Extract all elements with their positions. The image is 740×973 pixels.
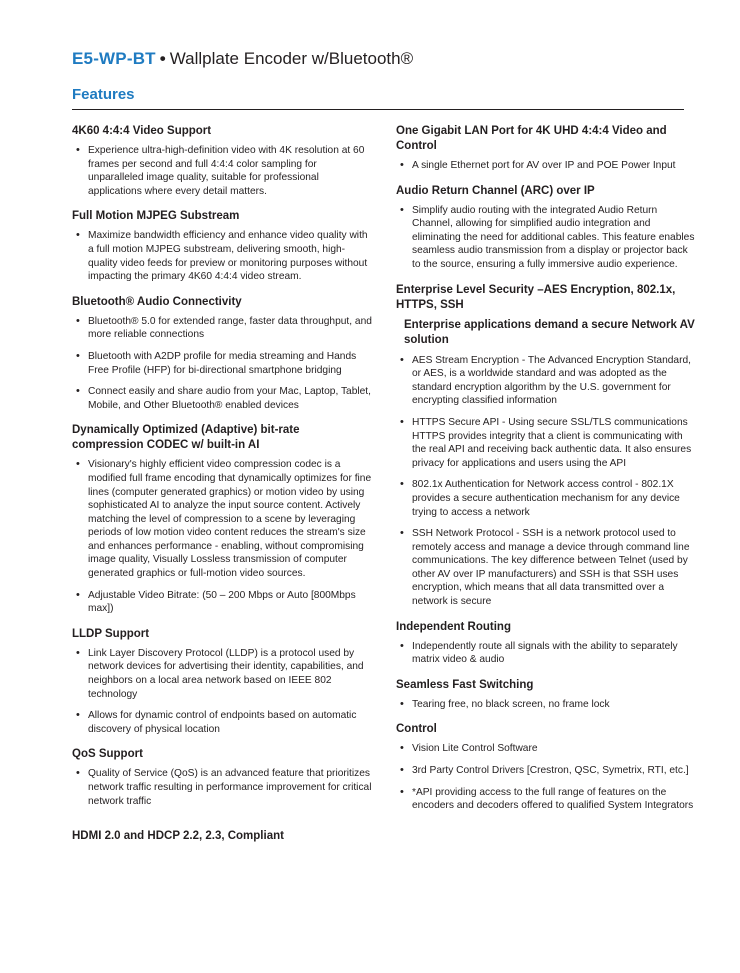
bullet-list xyxy=(72,458,372,616)
list-item: • Adjustable Video Bitrate: (50 – 200 Mbps or Auto [800Mbps max]) xyxy=(72,589,372,616)
block-heading: Seamless Fast Switching xyxy=(396,678,534,691)
bullet-list xyxy=(396,640,696,667)
spacer xyxy=(72,819,372,829)
block-heading: One Gigabit LAN Port for 4K UHD 4:4:4 Video and Control xyxy=(396,125,667,152)
list-item: • A single Ethernet port for AV over IP and POE Power Input xyxy=(396,159,696,173)
list-item: • AES Stream Encryption - The Advanced Encryption Standard, or AES, is a worldwide standard and was adopted as the standard encryption algorithm by the U.S. government for encrypting classified information xyxy=(396,354,696,408)
list-item: • Bluetooth® 5.0 for extended range, faster data throughput, and more reliable connections xyxy=(72,315,372,342)
product-subtitle: Wallplate Encoder w/Bluetooth® xyxy=(169,49,414,68)
list-item: • Bluetooth with A2DP profile for media streaming and Hands Free Profile (HFP) for bi-directional smartphone bridging xyxy=(72,350,372,377)
block-heading: Bluetooth® Audio Connectivity xyxy=(72,295,242,308)
block-heading: HDMI 2.0 and HDCP 2.2, 2.3, Compliant xyxy=(72,830,284,843)
block-heading: LLDP Support xyxy=(72,627,150,640)
feature-block-qos xyxy=(72,747,372,808)
list-item: • Vision Lite Control Software xyxy=(396,742,696,756)
bullet-list xyxy=(72,315,372,413)
feature-block-mjpeg xyxy=(72,209,372,283)
list-item: • *API providing access to the full range of features on the encoders and decoders offered to qualified System Integrators xyxy=(396,786,696,813)
list-item: • SSH Network Protocol - SSH is a network protocol used to remotely access and manage a device through command line communications. The key difference between Telnet (used by other AV over IP manufacturers) and SSH is that SSH uses encryption, which means that all data transmitted over a network is secure xyxy=(396,527,696,609)
block-heading: Enterprise Level Security –AES Encryption, 802.1x, HTTPS, SSH xyxy=(396,283,676,311)
section-heading: Features xyxy=(72,86,135,103)
feature-block-lldp xyxy=(72,627,372,737)
list-item: • Allows for dynamic control of endpoints based on automatic discovery of physical location xyxy=(72,709,372,736)
block-heading: Independent Routing xyxy=(396,620,511,633)
product-model: E5-WP-BT xyxy=(72,49,156,68)
list-item: • Quality of Service (QoS) is an advanced feature that prioritizes network traffic resulting in performance improvement for critical network traffic xyxy=(72,767,372,808)
feature-block-codec xyxy=(72,423,372,616)
list-item: • Tearing free, no black screen, no frame lock xyxy=(396,698,696,712)
block-heading: 4K60 4:4:4 Video Support xyxy=(72,125,212,137)
feature-block-fast-switching xyxy=(396,678,696,712)
block-heading: Audio Return Channel (ARC) over IP xyxy=(396,184,595,197)
header-divider xyxy=(72,109,684,110)
list-item: • Visionary's highly efficient video compression codec is a modified full frame encoding that dynamically optimizes for fine lines (computer generated graphics) or motion video by using sophisticated AI to analyze the input source content. Actively matching the level of compression to a scene by leveraging periods of low motion video content reduces the stream's size and enhances performance - enabling, without compromising image quality, Visually Lossless transmission of computer generated graphics or full-motion video sources. xyxy=(72,458,372,580)
document-title xyxy=(72,48,684,70)
feature-block-control xyxy=(396,722,696,812)
list-item: • Connect easily and share audio from your Mac, Laptop, Tablet, Mobile, and Other Bluetooth® enabled devices xyxy=(72,385,372,412)
bullet-list xyxy=(72,767,372,808)
feature-block-hdmi xyxy=(72,829,372,844)
bullet-list xyxy=(72,229,372,283)
block-heading: QoS Support xyxy=(72,748,143,761)
feature-block-security xyxy=(396,283,696,609)
feature-block-independent-routing xyxy=(396,620,696,667)
list-item: • Independently route all signals with the ability to separately matrix video & audio xyxy=(396,640,696,667)
list-item: • HTTPS Secure API - Using secure SSL/TLS communications HTTPS provides integrity that a client is communicating with the real API and receiving back authentic data. It also ensures privacy for applications and users using the API xyxy=(396,416,696,470)
feature-block-video-support xyxy=(72,124,372,198)
bullet-list xyxy=(396,698,696,712)
list-item: • Link Layer Discovery Protocol (LLDP) is a protocol used by network devices for advertising their identity, capabilities, and neighbors on a local area network based on IEEE 802 technology xyxy=(72,647,372,701)
list-item: • 802.1x Authentication for Network access control - 802.1X provides a secure authentication mechanism for any device trying to access a network xyxy=(396,478,696,519)
bullet-list xyxy=(396,204,696,272)
block-heading: Control xyxy=(396,723,437,736)
feature-block-arc xyxy=(396,184,696,272)
right-column xyxy=(396,124,696,855)
list-item: • Simplify audio routing with the integrated Audio Return Channel, allowing for simplified audio integration and eliminating the need for additional cables. This feature enables seamless audio transmission from a display or projector back to the source, ensuring a fully immersive audio experience. xyxy=(396,204,696,272)
feature-block-bluetooth xyxy=(72,295,372,413)
bullet-list xyxy=(72,144,372,198)
left-column xyxy=(72,124,372,855)
block-heading: Dynamically Optimized (Adaptive) bit-rate compression CODEC w/ built-in AI xyxy=(72,424,300,452)
list-item: • Experience ultra-high-definition video with 4K resolution at 60 frames per second and full 4:4:4 color sampling for unparalleled image quality, suitable for professional applications where every detail matters. xyxy=(72,144,372,198)
block-subheading: Enterprise applications demand a secure Network AV solution xyxy=(404,318,695,346)
feature-columns xyxy=(72,124,695,855)
bullet-list xyxy=(396,159,696,173)
bullet-list xyxy=(72,647,372,737)
title-separator: • xyxy=(159,49,166,68)
bullet-list xyxy=(396,742,696,812)
feature-block-lan-port xyxy=(396,124,696,173)
list-item: • Maximize bandwidth efficiency and enhance video quality with a full motion MJPEG substream, delivering smooth, high-quality video feeds for preview or monitoring purposes without impacting the primary 4K60 4:4:4 video stream. xyxy=(72,229,372,283)
bullet-list xyxy=(396,354,696,609)
block-heading: Full Motion MJPEG Substream xyxy=(72,210,240,223)
list-item: • 3rd Party Control Drivers [Crestron, QSC, Symetrix, RTI, etc.] xyxy=(396,764,696,778)
